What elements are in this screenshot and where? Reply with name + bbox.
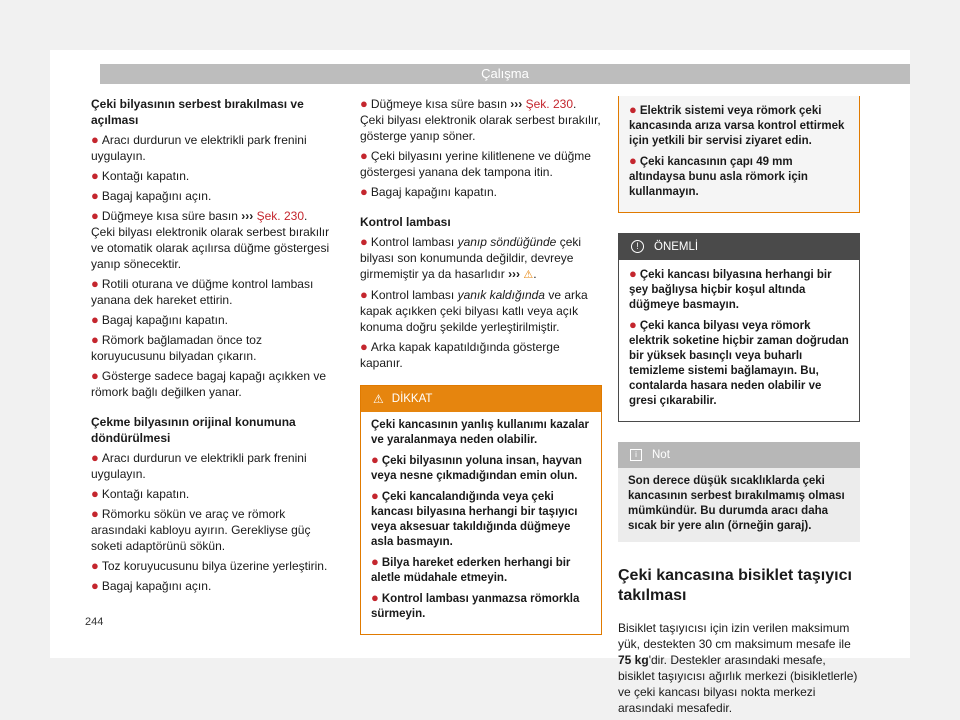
list-item: ● Kontağı kapatın. — [91, 168, 190, 183]
list-item: ● Çeki bilyasının yoluna insan, hayvan veya nesne çıkmadığından emin olun. — [371, 452, 582, 482]
manual-page — [50, 50, 910, 715]
bullet-icon: ● — [91, 578, 99, 593]
list-item: ● Arka kapak kapatıldığında gösterge kapanır. — [360, 339, 560, 370]
list-item: ● Bagaj kapağını kapatın. — [360, 184, 497, 199]
important-box-body — [619, 260, 859, 421]
list-item: ● Kontrol lambası yanmazsa römorkla sürmeyin. — [371, 590, 580, 620]
bullet-icon: ● — [91, 450, 99, 465]
warning-triangle-icon: ⚠ — [373, 392, 384, 406]
figure-ref-link[interactable]: Şek. 230 — [256, 209, 304, 223]
heading-release: Çeki bilyasının serbest bırakılması ve açılması — [91, 97, 304, 127]
note-box-body: Son derece düşük sıcaklıklarda çeki kancasının serbest bırakılmamış olması mümkündür. Bu durumda aracı daha sıcak bir yere alın (örneğin garaj). — [618, 468, 860, 542]
list-item: ● Aracı durdurun ve elektrikli park frenini uygulayın. — [91, 450, 307, 481]
bullet-icon: ● — [360, 287, 368, 302]
bullet-icon: ● — [91, 276, 99, 291]
note-box — [618, 442, 860, 542]
bullet-icon: ● — [360, 339, 368, 354]
list-item: ● Bagaj kapağını açın. — [91, 578, 212, 593]
warning-box-header: ⚠ DİKKAT — [361, 386, 601, 412]
bullet-icon: ● — [91, 312, 99, 327]
section-title: Çeki kancasına bisiklet taşıyıcı takılması — [618, 567, 852, 604]
list-item: ● Gösterge sadece bagaj kapağı açıkken ve römork bağlı değilken yanar. — [91, 368, 327, 399]
list-item: ● Elektrik sistemi veya römork çeki kancasında arıza varsa kontrol ettirmek için yetkili bir servisi ziyaret edin. — [629, 102, 845, 147]
list-item: ● Çeki kanca bilyası veya römork elektrik soketine hiçbir zaman doğrudan bir yüksek basınçlı veya buharlı temizleme sistemi bağlamayın. Bu, contalarda hasara neden olabilir ve gresi çıkarabilir. — [629, 317, 849, 407]
list-item: ● Kontrol lambası yanık kaldığında ve arka kapak açıkken çeki bilyası katlı veya açık konuma doğru şekilde yerleştirilmiştir. — [360, 287, 588, 334]
figure-ref-link[interactable]: Şek. 230 — [525, 97, 573, 111]
bullet-icon: ● — [360, 234, 368, 249]
list-item: ● Kontağı kapatın. — [91, 486, 190, 501]
bullet-icon: ● — [91, 188, 99, 203]
list-item: ● Aracı durdurun ve elektrikli park frenini uygulayın. — [91, 132, 307, 163]
important-box-header: ! ÖNEMLİ — [619, 234, 859, 260]
warning-triangle-icon: ⚠ — [523, 269, 534, 281]
important-box — [618, 233, 860, 422]
list-item: ● Römork bağlamadan önce toz koruyucusunu bilyadan çıkarın. — [91, 332, 262, 363]
bullet-icon: ● — [371, 554, 379, 569]
section-header: Çalışma — [100, 64, 910, 84]
info-icon: i — [630, 449, 642, 461]
list-item: ● Çeki kancası bilyasına herhangi bir şey bağlıysa hiçbir koşul altında düğmeye basmayın. — [629, 266, 832, 311]
bullet-icon: ● — [91, 558, 99, 573]
list-item: ● Toz koruyucusunu bilya üzerine yerleştirin. — [91, 558, 328, 573]
list-item: ● Kontrol lambası yanıp söndüğünde çeki bilyası son konumunda değildir, devreye girmemiştir ya da hasarlıdır ››› ⚠. — [360, 234, 582, 281]
bullet-icon: ● — [91, 332, 99, 347]
arrow-icon: ››› — [508, 267, 521, 281]
bullet-icon: ● — [629, 153, 637, 168]
bullet-icon: ● — [91, 486, 99, 501]
list-item: ● Bagaj kapağını kapatın. — [91, 312, 228, 327]
bullet-icon: ● — [91, 132, 99, 147]
warning-intro: Çeki kancasının yanlış kullanımı kazalar ve yaralanmaya neden olabilir. — [371, 419, 589, 446]
heading-return: Çekme bilyasının orijinal konumuna döndürülmesi — [91, 415, 296, 445]
warning-continued-box — [618, 96, 860, 213]
bullet-icon: ● — [371, 590, 379, 605]
list-item: ● Römorku sökün ve araç ve römork arasındaki kabloyu ayırın. Gerekliyse güç soketi adaptörünü sökün. — [91, 506, 311, 553]
warning-box-body — [361, 412, 601, 634]
bullet-icon: ● — [91, 168, 99, 183]
column-right — [618, 96, 860, 720]
bullet-icon: ● — [360, 184, 368, 199]
note-box-header: i Not — [618, 442, 860, 468]
column-middle — [360, 96, 602, 635]
bullet-icon: ● — [371, 488, 379, 503]
bullet-icon: ● — [360, 148, 368, 163]
page-number: 244 — [85, 616, 104, 628]
warning-box — [360, 385, 602, 635]
list-item: ● Rotili oturana ve düğme kontrol lambası yanana dek hareket ettirin. — [91, 276, 314, 307]
list-item: ● Bagaj kapağını açın. — [91, 188, 212, 203]
bullet-icon: ● — [371, 452, 379, 467]
list-item: ● Çeki kancasının çapı 49 mm altındaysa bunu asla römork için kullanmayın. — [629, 153, 808, 198]
bullet-icon: ● — [91, 208, 99, 223]
list-item: ● Çeki bilyasını yerine kilitlenene ve düğme göstergesi yanana dek tampona itin. — [360, 148, 591, 179]
list-item: ● Çeki kancalandığında veya çeki kancası bilyasına herhangi bir taşıyıcı veya aksesuar takıldığında düğmeye asla basmayın. — [371, 488, 578, 548]
exclamation-circle-icon: ! — [631, 240, 644, 253]
paragraph: Bisiklet taşıyıcısı için izin verilen maksimum yük, destekten 30 cm maksimum mesafe ile 75 kg'dir. Destekler arasındaki mesafe, bisiklet taşıyıcısı ağırlık merkezi (bisikletlerle) ve çeki kancası bilyası nokta merkezi arasındaki mesafedir. — [618, 621, 858, 715]
bullet-icon: ● — [91, 368, 99, 383]
bullet-icon: ● — [629, 102, 637, 117]
heading-control-lamp: Kontrol lambası — [360, 215, 451, 229]
bullet-icon: ● — [91, 506, 99, 521]
list-item: ● Düğmeye kısa süre basın ››› Şek. 230. Çeki bilyası elektronik olarak serbest bırakılır ve otomatik olarak açılırsa düğme göstergesi yanıp sönecektir. — [91, 208, 330, 271]
list-item: ● Düğmeye kısa süre basın ››› Şek. 230. Çeki bilyası elektronik olarak serbest bırakılır, gösterge yanıp söner. — [360, 96, 601, 143]
arrow-icon: ››› — [510, 97, 523, 111]
bullet-icon: ● — [360, 96, 368, 111]
column-left — [91, 96, 331, 598]
bullet-icon: ● — [629, 266, 637, 281]
list-item: ● Bilya hareket ederken herhangi bir aletle müdahale etmeyin. — [371, 554, 571, 584]
bullet-icon: ● — [629, 317, 637, 332]
arrow-icon: ››› — [241, 209, 254, 223]
